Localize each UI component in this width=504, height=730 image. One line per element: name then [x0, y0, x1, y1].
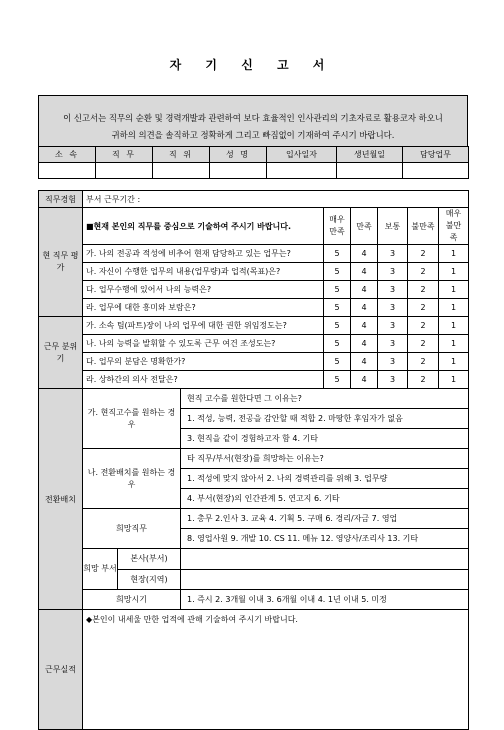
transfer-move-question: 타 직무/부서(현장)를 희망하는 이유는?: [181, 449, 469, 469]
notice-line-1: 이 신고서는 직무의 순환 및 경력개발과 관련하여 보다 효율적인 인사관리의 기초자료로 활용코자 하오니: [63, 113, 443, 123]
desired-dept-label: 희망 부서: [83, 549, 118, 589]
question-text: 다. 업무수행에 있어서 나의 능력은?: [83, 281, 324, 299]
rating-option[interactable]: 1: [439, 299, 469, 317]
table-row: [39, 263, 469, 281]
question-text: 라. 상하간의 의사 전달은?: [83, 371, 324, 389]
rating-option[interactable]: 4: [351, 299, 378, 317]
rating-option[interactable]: 1: [439, 335, 469, 353]
transfer-keep-label: 가. 현직고수를 원하는 경우: [83, 389, 181, 449]
rating-option[interactable]: 4: [351, 335, 378, 353]
rating-option[interactable]: 4: [351, 353, 378, 371]
rating-option[interactable]: 5: [324, 371, 351, 389]
scale-header-very-satisfied: 매우 만족: [324, 208, 351, 245]
transfer-keep-options-2[interactable]: 3. 현직을 같이 경험하고자 함 4. 기타: [181, 429, 469, 449]
transfer-move-label: 나. 전환배치를 원하는 경우: [83, 449, 181, 509]
desired-job-label: 희망직무: [83, 509, 181, 549]
notice-line-2: 귀하의 의견을 솔직하고 정확하게 그리고 빠짐없이 기재하여 주시기 바랍니다.: [111, 130, 395, 140]
header-job: 직 무: [96, 147, 153, 163]
transfer-keep-options-1[interactable]: 1. 적성, 능력, 전공을 감안할 때 적합 2. 마땅한 후임자가 없음: [181, 409, 469, 429]
current-job-label: 현 직무 평가: [39, 208, 83, 317]
desired-time-options[interactable]: 1. 즉시 2. 3개월 이내 3. 6개월 이내 4. 1년 이내 5. 미정: [181, 590, 469, 610]
header-name: 성 명: [210, 147, 267, 163]
rating-option[interactable]: 5: [324, 353, 351, 371]
desired-dept-hq-input[interactable]: [181, 549, 469, 570]
desired-dept-site-input[interactable]: [181, 569, 469, 590]
rating-option[interactable]: 1: [439, 317, 469, 335]
rating-option[interactable]: 3: [378, 299, 408, 317]
rating-option[interactable]: 5: [324, 281, 351, 299]
rating-option[interactable]: 4: [351, 281, 378, 299]
input-birth-date[interactable]: [337, 163, 403, 179]
rating-option[interactable]: 4: [351, 371, 378, 389]
achievement-label: 근무실적: [39, 610, 83, 730]
question-text: 가. 소속 팀(파트)장이 나의 업무에 대한 권한 위임정도는?: [83, 317, 324, 335]
rating-option[interactable]: 2: [408, 245, 439, 263]
rating-option[interactable]: 3: [378, 263, 408, 281]
transfer-label: 전환배치: [39, 389, 83, 610]
rating-option[interactable]: 1: [439, 263, 469, 281]
scale-header-satisfied: 만족: [351, 208, 378, 245]
rating-option[interactable]: 2: [408, 317, 439, 335]
table-row: [39, 371, 469, 389]
desired-dept-cell: [83, 549, 181, 590]
achievement-field[interactable]: ◆본인이 내세울 만한 업적에 관해 기술하여 주시기 바랍니다.: [83, 610, 469, 730]
career-period-field[interactable]: 부서 근무기간 :: [83, 191, 469, 208]
input-duty[interactable]: [403, 163, 469, 179]
transfer-keep-question: 현직 고수를 원한다면 그 이유는?: [181, 389, 469, 409]
desired-job-options-1[interactable]: 1. 총무 2.인사 3. 교육 4. 기획 5. 구매 6. 경리/자금 7. 영업: [181, 509, 469, 529]
rating-option[interactable]: 1: [439, 353, 469, 371]
question-text: 다. 업무의 분담은 명확한가?: [83, 353, 324, 371]
question-text: 가. 나의 전공과 적성에 비추어 현재 담당하고 있는 업무는?: [83, 245, 324, 263]
self-report-table: [38, 190, 469, 730]
header-join-date: 입사일자: [267, 147, 337, 163]
scale-header-very-dissatisfied: 매우 불만족: [439, 208, 469, 245]
table-row: [39, 353, 469, 371]
header-duty: 담당업무: [403, 147, 469, 163]
rating-option[interactable]: 5: [324, 317, 351, 335]
atmosphere-label: 근무 분위기: [39, 317, 83, 389]
rating-option[interactable]: 1: [439, 281, 469, 299]
rating-option[interactable]: 5: [324, 263, 351, 281]
rating-option[interactable]: 3: [378, 353, 408, 371]
rating-option[interactable]: 3: [378, 371, 408, 389]
career-label: 직무경험: [39, 191, 83, 208]
rating-option[interactable]: 2: [408, 281, 439, 299]
table-row: [39, 281, 469, 299]
header-position: 직 위: [153, 147, 210, 163]
document-title: 자 기 신 고 서: [169, 58, 335, 72]
input-position[interactable]: [153, 163, 210, 179]
rating-option[interactable]: 3: [378, 335, 408, 353]
scale-header-neutral: 보통: [378, 208, 408, 245]
rating-option[interactable]: 2: [408, 371, 439, 389]
question-text: 나. 자신이 수행한 업무의 내용(업무량)과 업적(목표)은?: [83, 263, 324, 281]
rating-option[interactable]: 4: [351, 263, 378, 281]
rating-option[interactable]: 5: [324, 335, 351, 353]
rating-option[interactable]: 4: [351, 245, 378, 263]
input-join-date[interactable]: [267, 163, 337, 179]
input-job[interactable]: [96, 163, 153, 179]
input-department[interactable]: [39, 163, 96, 179]
current-job-instruction: ■현재 본인의 직무를 중심으로 기술하여 주시기 바랍니다.: [83, 208, 324, 245]
table-row: [39, 299, 469, 317]
table-row: [39, 335, 469, 353]
desired-time-label: 희망시기: [83, 590, 181, 610]
table-row: [39, 245, 469, 263]
rating-option[interactable]: 1: [439, 371, 469, 389]
rating-option[interactable]: 1: [439, 245, 469, 263]
question-text: 라. 업무에 대한 흥미와 보람은?: [83, 299, 324, 317]
desired-dept-hq-label: 본사(부서): [118, 549, 180, 570]
transfer-move-options-1[interactable]: 1. 적성에 맞지 않아서 2. 나의 경력관리를 위해 3. 업무량: [181, 469, 469, 489]
header-department: 소 속: [39, 147, 96, 163]
question-text: 나. 나의 능력을 발휘할 수 있도록 근무 여건 조성도는?: [83, 335, 324, 353]
rating-option[interactable]: 2: [408, 353, 439, 371]
rating-option[interactable]: 3: [378, 281, 408, 299]
header-birth-date: 생년월일: [337, 147, 403, 163]
desired-dept-site-label: 현장(지역): [130, 575, 168, 584]
rating-option[interactable]: 2: [408, 299, 439, 317]
table-row: [39, 317, 469, 335]
rating-option[interactable]: 4: [351, 317, 378, 335]
personal-info-table: [38, 146, 469, 179]
rating-option[interactable]: 3: [378, 245, 408, 263]
scale-header-dissatisfied: 불만족: [408, 208, 439, 245]
rating-option[interactable]: 5: [324, 245, 351, 263]
rating-option[interactable]: 2: [408, 263, 439, 281]
rating-option[interactable]: 3: [378, 317, 408, 335]
input-name[interactable]: [210, 163, 267, 179]
rating-option[interactable]: 2: [408, 335, 439, 353]
transfer-move-options-2[interactable]: 4. 부서(현장)의 인간관계 5. 연고지 6. 기타: [181, 489, 469, 509]
rating-option[interactable]: 5: [324, 299, 351, 317]
desired-job-options-2[interactable]: 8. 영업사원 9. 개발 10. CS 11. 메뉴 12. 영양사/조리사 13. 기타: [181, 529, 469, 549]
